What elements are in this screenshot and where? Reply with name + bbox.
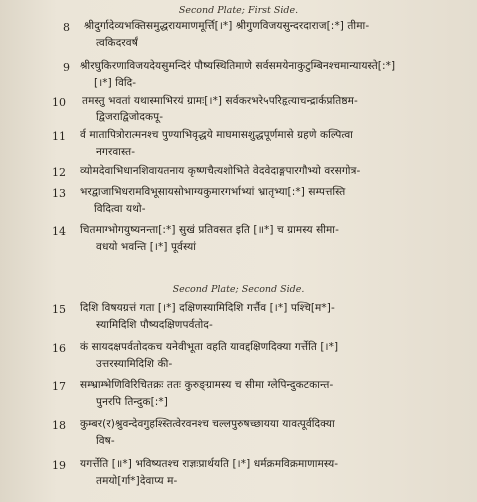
line-number: 12 [52, 166, 66, 179]
line-text: व्योमदेवाभिधानशिवायतनाय कृष्णचैत्यशोभिते वेदवेदाङ्गपारगौभ्यो वरसगोत्र- [80, 165, 361, 177]
line-text: कं सायदक्षपर्वतोदकच यनेवीभूता वहति यावद्दक्षिणदिक्या गर्त्तेति [।*] [80, 341, 339, 353]
line-text-continued: [।*] विदि- [94, 77, 137, 89]
line-number: 17 [52, 380, 66, 393]
line-text-continued: विष- [96, 435, 115, 447]
line-number: 18 [52, 419, 66, 432]
line-text: श्रीरघुकिरणाविजयदेयसुमन्दिरं पौष्यस्थितिमाणे सर्वसमयेनाकुटुम्बिनश्चमान्यायस्ते[:*] [80, 60, 396, 72]
line-number: 15 [52, 303, 66, 316]
line-number: 8 [63, 21, 70, 34]
line-text: भरद्वाजाभिधरामविभूसायसोभाग्यकुमारगर्भाभ्यां भ्रातृभ्या[:*] सम्पत्तस्ति [80, 186, 346, 198]
line-number: 16 [52, 342, 66, 355]
line-text: श्रीदुर्गादेव्यभक्तिसमुद्धरायमाणमूर्त्ति[।*] श्रीगुणविजयसुन्दरदाराज[:*] तीमा- [84, 20, 370, 32]
line-text-continued: त्वकिदरवर्षं [96, 37, 138, 49]
line-text: र्व मातापित्रोरात्मनश्च पुण्याभिवृद्धये माघमासशुद्धपूर्णमासे ग्रहणे कल्पित्वा [80, 129, 353, 141]
section-heading-first-side: Second Plate; First Side. [178, 5, 299, 16]
line-text-continued: विदित्वा यथो- [94, 203, 146, 215]
line-text: चितमाग्भोगयुष्यनन्ता[:*] सुखं प्रतिवसत इति [॥*] च ग्रामस्य सीमा- [80, 224, 339, 236]
section-heading-second-side: Second Plate; Second Side. [172, 284, 305, 295]
line-text-continued: नगरवास्त- [96, 146, 136, 158]
line-number: 14 [52, 225, 66, 238]
line-text: सम्भ्राम्भेणिविरिचितक्रः ततः कुरुङ्ग्रामस्य च सीमा ग्लेपिन्दुकटकान्त- [80, 379, 334, 391]
line-text: दिशि विषयग्रत्तं गता [।*] दक्षिणस्यामिदिशि गर्त्तैव [।*] पश्चि[म*]- [80, 302, 335, 314]
line-text-continued: उत्तरस्यामिदिशि की- [96, 358, 173, 370]
line-text-continued: द्विजराद्विजोदकपू- [96, 111, 164, 123]
line-text: कुम्बर(र)श्रुवन्देवगुहश्स्तित्वेरवनश्च चल्लपुरुषच्छायया यावत्पूर्वदिक्या [80, 418, 335, 430]
line-number: 19 [52, 459, 66, 472]
line-number: 11 [52, 130, 66, 143]
line-text-continued: तमयो[र्गा*]देवाप्य म- [96, 475, 178, 487]
line-number: 13 [52, 187, 66, 200]
line-number: 9 [63, 61, 70, 74]
line-text-continued: पुनरपि तिन्दुक[:*] [96, 396, 168, 408]
line-text-continued: वधयो भवन्ति [।*] पूर्वस्यां [96, 241, 197, 253]
line-number: 10 [52, 96, 66, 109]
line-text: यगर्त्तेति [॥*] भविष्यतश्च राज्ञःप्रार्थयति [।*] धर्मक्रमविक्रमाणामस्य- [80, 458, 339, 470]
line-text: तमस्तु भवतां यथास्माभिरयं ग्रामः[।*] सर्वकरभरे५परिहृत्याचन्द्रार्कप्रतिष्ठम- [82, 95, 358, 107]
line-text-continued: स्यामिदिशि पौष्यदक्षिणपर्वतोद- [96, 319, 213, 331]
